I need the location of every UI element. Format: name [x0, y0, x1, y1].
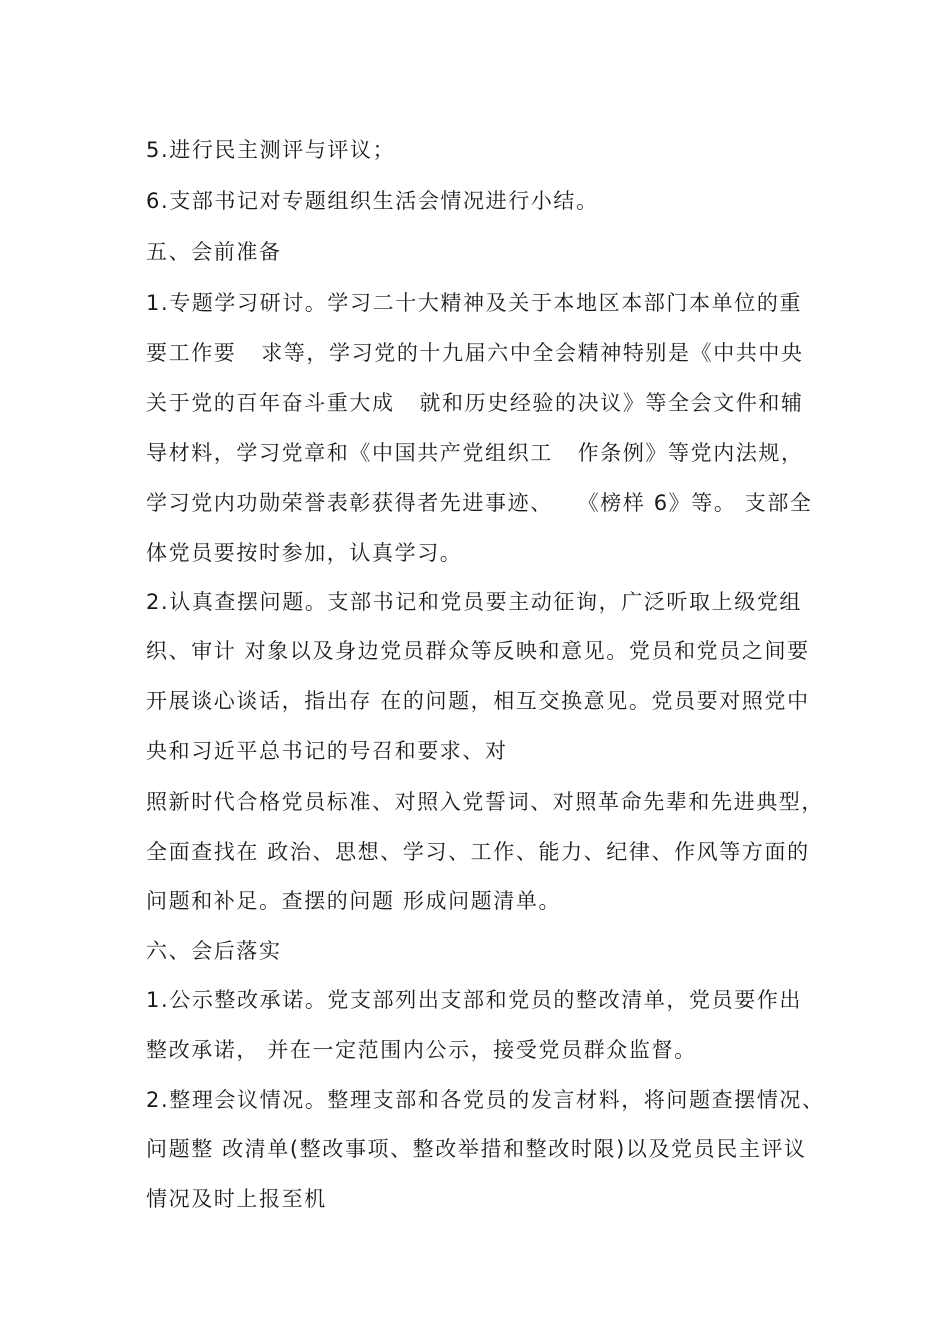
text-line: 央和习近平总书记的号召和要求、对 [146, 739, 508, 763]
text-line: 织、审计 对象以及身边党员群众等反映和意见。党员和党员之间要 [146, 639, 810, 663]
text-line: 要工作要 求等，学习党的十九届六中全会精神特别是《中共中央 [146, 341, 804, 365]
text-line: 2.整理会议情况。整理支部和各党员的发言材料，将问题查摆情况、 [146, 1088, 825, 1112]
text-line: 学习党内功勋荣誉表彰获得者先进事迹、 《榜样 6》等。 支部全 [146, 491, 813, 515]
text-line: 5.进行民主测评与评议； [146, 138, 396, 162]
text-line: 1.专题学习研讨。学习二十大精神及关于本地区本部门本单位的重 [146, 291, 803, 315]
text-line: 2.认真查摆问题。支部书记和党员要主动征询，广泛听取上级党组 [146, 590, 803, 614]
text-line: 问题整 改清单(整改事项、整改举措和整改时限)以及党员民主评议 [146, 1137, 807, 1161]
text-line: 6.支部书记对专题组织生活会情况进行小结。 [146, 189, 599, 213]
text-line: 关于党的百年奋斗重大成 就和历史经验的决议》等全会文件和辅 [146, 391, 804, 415]
section-heading: 六、会后落实 [146, 939, 282, 963]
text-line: 全面查找在 政治、思想、学习、工作、能力、纪律、作风等方面的 [146, 840, 810, 864]
text-line: 整改承诺， 并在一定范围内公示，接受党员群众监督。 [146, 1038, 697, 1062]
text-line: 情况及时上报至机 [146, 1187, 327, 1211]
text-line: 照新时代合格党员标准、对照入党誓词、对照革命先辈和先进典型， [146, 790, 824, 814]
text-line: 开展谈心谈话，指出存 在的问题，相互交换意见。党员要对照党中 [146, 689, 810, 713]
text-line: 体党员要按时参加，认真学习。 [146, 541, 463, 565]
text-line: 问题和补足。查摆的问题 形成问题清单。 [146, 889, 562, 913]
text-line: 导材料，学习党章和《中国共产党组织工 作条例》等党内法规， [146, 441, 804, 465]
text-line: 1.公示整改承诺。党支部列出支部和党员的整改清单，党员要作出 [146, 988, 803, 1012]
section-heading: 五、会前准备 [146, 240, 282, 264]
